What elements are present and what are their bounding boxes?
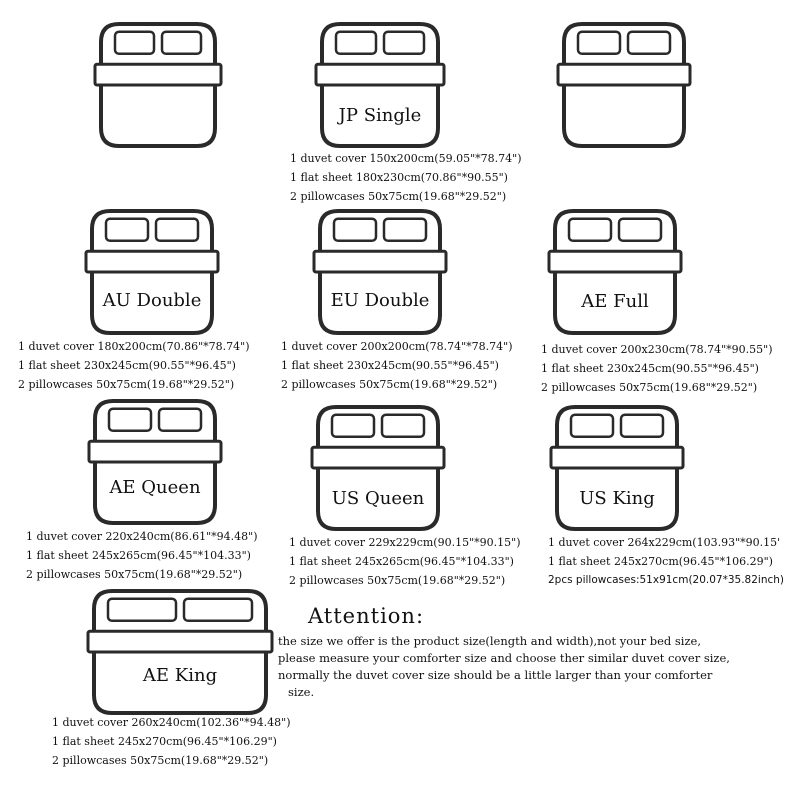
bed-top-right: [560, 20, 688, 150]
bed-us-queen: [314, 403, 442, 533]
spec-list-us-king: [548, 533, 784, 590]
sheet-fold: [314, 251, 446, 272]
spec-line: 1 flat sheet 245x265cm(96.45"*104.33"): [289, 555, 514, 568]
bed-label: AU Double: [102, 290, 202, 311]
pillow-left: [578, 32, 620, 54]
attention-line-2: please measure your comforter size and choose ther similar duvet cover size,: [278, 651, 730, 665]
pillow-left: [115, 32, 154, 54]
sheet-fold: [95, 64, 221, 85]
sheet-fold: [558, 64, 690, 85]
spec-line: 1 duvet cover 180x200cm(70.86"*78.74"): [18, 340, 250, 353]
pillow-right: [159, 409, 201, 431]
sheet-fold: [316, 64, 444, 85]
spec-list-eu-double: [281, 337, 513, 394]
bed-label: AE King: [142, 665, 218, 686]
pillow-left: [109, 409, 151, 431]
pillow-right: [156, 219, 198, 241]
spec-list-au-double: [18, 337, 250, 394]
spec-list-ae-king: [52, 713, 291, 770]
spec-line: 1 duvet cover 200x200cm(78.74"*78.74"): [281, 340, 513, 353]
pillow-left: [571, 415, 613, 437]
attention-line-4: size.: [288, 685, 315, 699]
bed-us-king: [553, 403, 681, 533]
spec-list-us-queen: [289, 533, 521, 590]
bed-ae-full: [551, 207, 679, 337]
spec-line: 1 duvet cover 220x240cm(86.61"*94.48"): [26, 530, 258, 543]
bed-ae-king: [90, 587, 270, 717]
spec-line: 1 duvet cover 229x229cm(90.15"*90.15"): [289, 536, 521, 549]
sheet-fold: [86, 251, 218, 272]
spec-line: 2 pillowcases 50x75cm(19.68"*29.52"): [52, 754, 269, 767]
attention-title: Attention:: [308, 604, 425, 628]
spec-line: 1 duvet cover 150x200cm(59.05"*78.74"): [290, 152, 522, 165]
pillow-right: [384, 219, 426, 241]
spec-list-ae-full: [541, 340, 773, 397]
spec-line: 2 pillowcases 50x75cm(19.68"*29.52"): [18, 378, 235, 391]
spec-list-ae-queen: [26, 527, 258, 584]
spec-line: 1 flat sheet 230x245cm(90.55"*96.45"): [18, 359, 236, 372]
spec-line: 2 pillowcases 50x75cm(19.68"*29.52"): [541, 381, 758, 394]
spec-line: 2 pillowcases 50x75cm(19.68"*29.52"): [26, 568, 243, 581]
spec-line: 1 duvet cover 200x230cm(78.74"*90.55"): [541, 343, 773, 356]
sheet-fold: [312, 447, 444, 468]
sheet-fold: [88, 631, 272, 652]
sheet-fold: [549, 251, 681, 272]
bed-jp-single: [318, 20, 442, 150]
bed-label: EU Double: [330, 290, 430, 311]
pillow-right: [628, 32, 670, 54]
spec-line: 2 pillowcases 50x75cm(19.68"*29.52"): [281, 378, 498, 391]
spec-line: 2 pillowcases 50x75cm(19.68"*29.52"): [289, 574, 506, 587]
spec-line: 1 flat sheet 230x245cm(90.55"*96.45"): [281, 359, 499, 372]
sheet-fold: [89, 441, 221, 462]
spec-line: 2 pillowcases 50x75cm(19.68"*29.52"): [290, 190, 507, 203]
bed-ae-queen: [91, 397, 219, 527]
bed-label: JP Single: [338, 105, 422, 126]
bed-top-left: [97, 20, 219, 150]
spec-line: 1 flat sheet 180x230cm(70.86"*90.55"): [290, 171, 508, 184]
spec-line: 2pcs pillowcases:51x91cm(20.07*35.82inch): [548, 574, 784, 586]
bed-label: US Queen: [331, 488, 425, 509]
sheet-fold: [551, 447, 683, 468]
bed-label: AE Queen: [109, 477, 201, 498]
pillow-right: [184, 599, 252, 621]
pillow-left: [108, 599, 176, 621]
bed-label: AE Full: [581, 291, 649, 312]
pillow-left: [569, 219, 611, 241]
attention-line-1: the size we offer is the product size(length and width),not your bed size,: [278, 634, 702, 648]
spec-line: 1 duvet cover 260x240cm(102.36"*94.48"): [52, 716, 291, 729]
pillow-left: [334, 219, 376, 241]
bed-label: US King: [579, 488, 655, 509]
spec-line: 1 flat sheet 245x270cm(96.45"*106.29"): [52, 735, 277, 748]
pillow-right: [382, 415, 424, 437]
pillow-left: [106, 219, 148, 241]
bed-eu-double: [316, 207, 444, 337]
pillow-right: [162, 32, 201, 54]
pillow-right: [621, 415, 663, 437]
attention-line-3: normally the duvet cover size should be a little larger than your comforter: [278, 668, 713, 682]
pillow-left: [332, 415, 374, 437]
pillow-left: [336, 32, 376, 54]
spec-line: 1 flat sheet 230x245cm(90.55"*96.45"): [541, 362, 759, 375]
spec-line: 1 flat sheet 245x270cm(96.45"*106.29"): [548, 555, 773, 568]
pillow-right: [619, 219, 661, 241]
spec-line: 1 duvet cover 264x229cm(103.93"*90.15': [548, 536, 781, 549]
pillow-right: [384, 32, 424, 54]
attention-note: [278, 633, 798, 701]
bed-au-double: [88, 207, 216, 337]
spec-line: 1 flat sheet 245x265cm(96.45"*104.33"): [26, 549, 251, 562]
spec-list-jp-single: [290, 149, 522, 206]
